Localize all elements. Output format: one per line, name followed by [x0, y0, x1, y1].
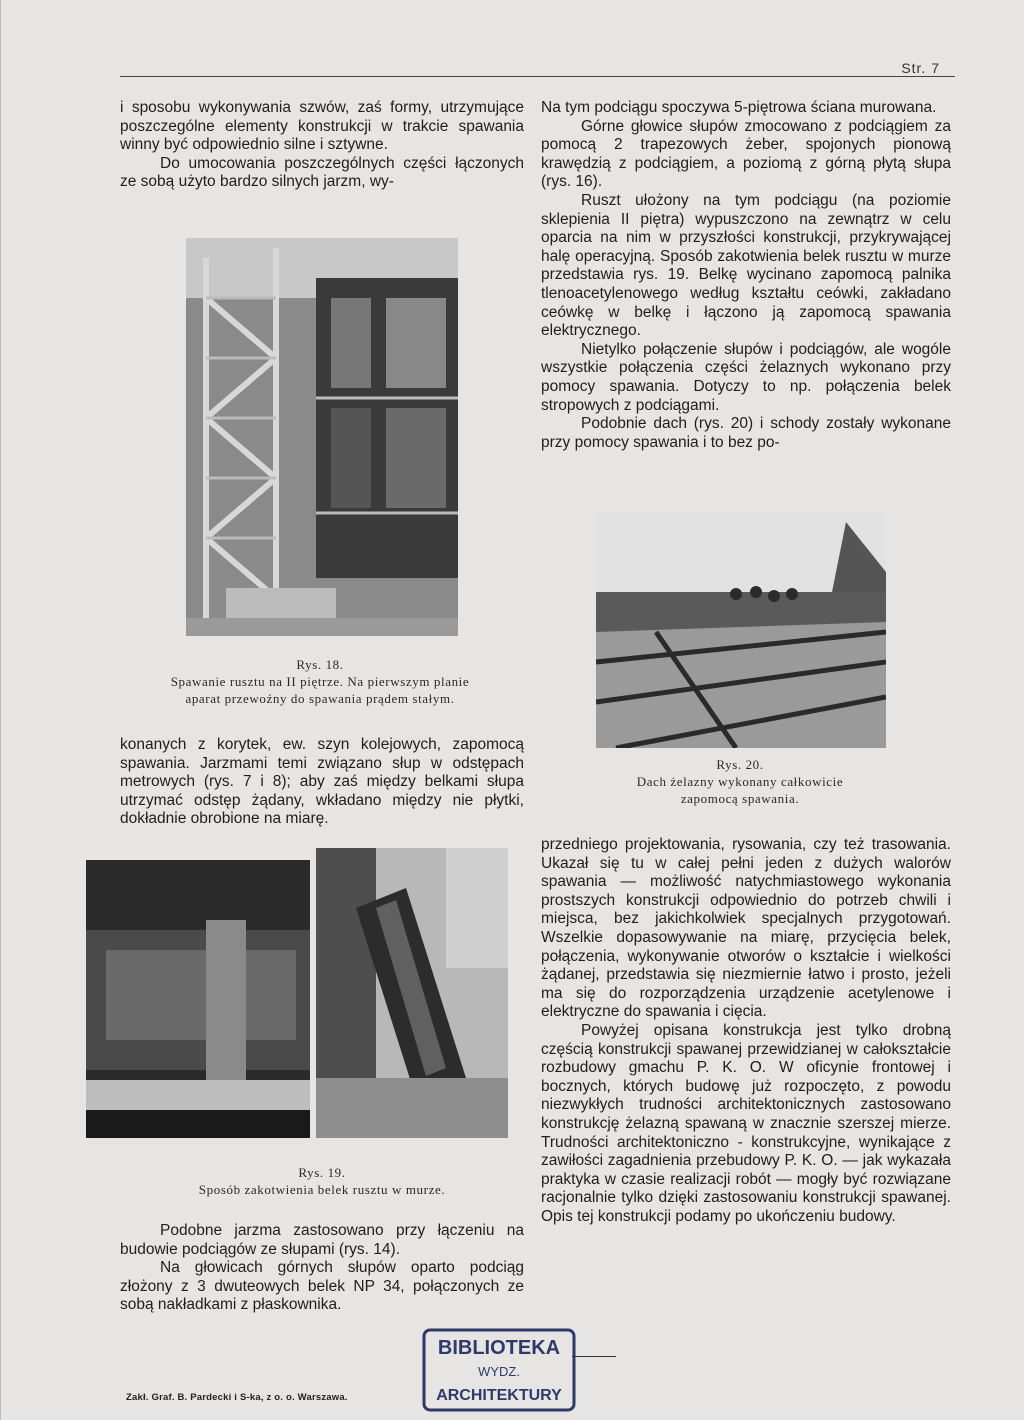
stamp-rule	[572, 1356, 616, 1357]
header-rule	[120, 76, 955, 77]
left-text-block-1	[120, 99, 524, 192]
caption-line: Sposób zakotwienia belek rusztu w murze.	[198, 1182, 446, 1197]
stamp-line-2: WYDZ.	[478, 1364, 520, 1379]
stamp-line-1: BIBLIOTEKA	[437, 1337, 561, 1359]
left-text-block-2	[120, 736, 524, 829]
caption-line: aparat przewoźny do spawania prądem stałym.	[185, 691, 455, 706]
paragraph: Na głowicach górnych słupów oparto podciąg złożony z 3 dwuteowych belek NP 34, połączonych ze sobą nakładkami z płaskownika.	[120, 1259, 524, 1314]
paragraph: przedniego projektowania, rysowania, czy też trasowania. Ukazał się tu w całej pełni jeden z dużych walorów spawania — możliwość natychmiastowego wykonania prostszych konstrukcji odpowiednio do potrzeb chwili i miejsca, bez jakichkolwiek specjalnych przygotowań. Wszelkie dopasowywanie na miarę, przycięcia belek, połączenia, wykonywanie otworów o kształcie i wielkości żądanej, przedstawia się niezmiernie łatwo i prosto, jeżeli ma się do rozporządzenia urządzenie acetylenowe i elektryczne do spawania i cięcia.	[541, 836, 951, 1021]
library-stamp	[420, 1326, 578, 1414]
left-text-block-3	[120, 1222, 524, 1315]
figure-label: Rys. 18.	[296, 657, 344, 672]
paragraph: konanych z korytek, ew. szyn kolejowych, zapomocą spawania. Jarzmami temi związano słup w odstępach metrowych (rys. 7 i 8); aby zaś między belkami słupa utrzymać odstęp żądany, wkładano między nie płytki, dokładnie obrobione na miarę.	[120, 736, 524, 828]
library-stamp-image	[420, 1326, 578, 1414]
paragraph: Ruszt ułożony na tym podciągu (na poziomie sklepienia II piętra) wypuszczono na zewnątrz w celu oparcia na nim w przyszłości konstrukcji, przykrywającej halę operacyjną. Sposób zakotwienia belek rusztu w murze przedstawia rys. 19. Belkę wycinano zapomocą palnika tlenoacetylenowego według kształtu ceówki, zakładano ceówkę w belkę i łączono ją zapomocą spawania elektrycznego.	[541, 191, 951, 340]
page-edge	[0, 0, 1, 1420]
page-number: Str. 7	[901, 60, 940, 76]
paragraph: Na tym podciągu spoczywa 5-piętrowa ściana murowana.	[541, 99, 937, 116]
right-text-block-2	[541, 836, 951, 1226]
paragraph: Do umocowania poszczególnych części łączonych ze sobą użyto bardzo silnych jarzm, wy-	[120, 154, 524, 191]
caption-line: Spawanie rusztu na II piętrze. Na pierwszym planie	[170, 674, 470, 689]
scaffolding-photo-image	[186, 238, 458, 636]
caption-line: zapomocą spawania.	[680, 791, 800, 806]
paragraph: Górne głowice słupów zmocowano z podciągiem za pomocą 2 trapezowych żeber, spojonych pionową krawędzią z podciągiem, a poziomą z górną płytą słupa (rys. 16).	[541, 117, 951, 191]
paragraph: Podobnie dach (rys. 20) i schody zostały wykonane przy pomocy spawania i to bez po-	[541, 415, 951, 451]
figure-18-caption	[110, 656, 530, 707]
figure-20-caption	[560, 756, 920, 807]
stamp-line-3: ARCHITEKTURY	[436, 1387, 562, 1404]
caption-line: Dach żelazny wykonany całkowicie	[636, 774, 844, 789]
figure-label: Rys. 19.	[298, 1165, 346, 1180]
paragraph: Nietylko połączenie słupów i podciągów, ale wogóle wszystkie połączenia części żelaznych wykonano przy pomocy spawania. Dotyczy to np. połączenia belek stropowych z podciągami.	[541, 340, 951, 414]
paragraph: i sposobu wykonywania szwów, zaś formy, utrzymujące poszczególne elementy konstrukcji w trakcie spawania winny być odpowiednio silne i sztywne.	[120, 99, 524, 154]
beam-anchor-photo-image	[86, 860, 310, 1138]
steel-roof-photo-image	[596, 512, 886, 748]
printer-imprint: Zakł. Graf. B. Pardecki i S-ka, z o. o. Warszawa.	[126, 1392, 348, 1403]
paragraph: Powyżej opisana konstrukcja jest tylko drobną częścią konstrukcji spawanej przewidzianej w całokształcie rozbudowy gmachu P. K. O. W oficynie frontowej i bocznych, których budowę już rozpoczęto, z powodu niezwykłych trudności architektonicznych zastosowano konstrukcję żelazną spawaną w znacznie szerszej mierze. Trudności architektoniczno - konstrukcyjne, wynikające z zawiłości zagadnienia przebudowy P. K. O. — jak wykazała praktyka w czasie realizacji robót — mogły być rozwiązane racjonalnie tylko dzięki zastosowaniu konstrukcji spawanej. Opis tej konstrukcji podamy po ukończeniu budowy.	[541, 1021, 951, 1225]
figure-19-photo-left	[86, 860, 310, 1138]
figure-19-photo-right	[316, 848, 508, 1138]
right-text-block-1	[541, 99, 951, 452]
figure-label: Rys. 20.	[716, 757, 764, 772]
figure-19-caption	[120, 1164, 524, 1198]
figure-18-photo	[186, 238, 458, 636]
beam-in-wall-photo-image	[316, 848, 508, 1138]
figure-20-photo	[596, 512, 886, 748]
paragraph: Podobne jarzma zastosowano przy łączeniu na budowie podciągów ze słupami (rys. 14).	[120, 1222, 524, 1258]
